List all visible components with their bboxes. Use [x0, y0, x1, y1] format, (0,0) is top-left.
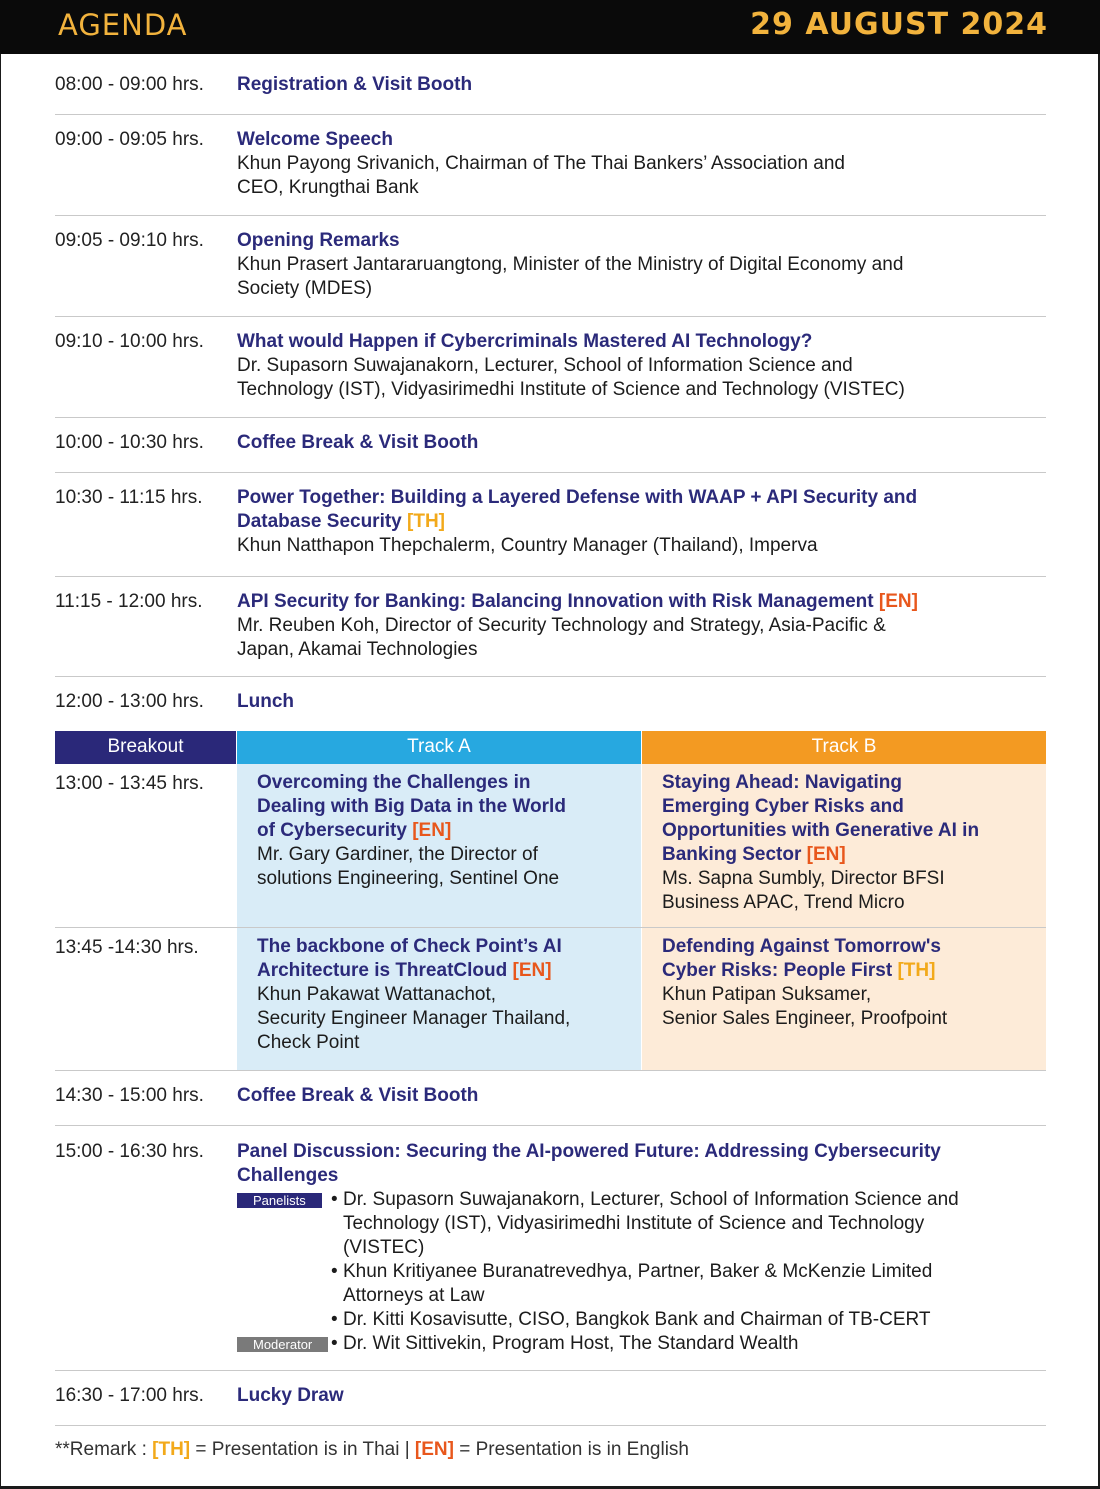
agenda-row	[55, 62, 1046, 115]
track-a-session	[237, 928, 641, 1070]
session-speaker: Check Point	[257, 1032, 360, 1053]
session-title: Panel Discussion: Securing the AI-powered Future: Addressing Cybersecurity	[237, 1141, 941, 1162]
session-title: What would Happen if Cybercriminals Mastered AI Technology?	[237, 331, 813, 352]
track-a-session	[237, 764, 641, 927]
language-tag: [EN]	[412, 820, 452, 841]
session-time: 13:45 -14:30 hrs.	[55, 937, 199, 958]
session-time: 11:15 - 12:00 hrs.	[55, 591, 203, 612]
session-speaker: Ms. Sapna Sumbly, Director BFSI	[662, 868, 945, 889]
agenda-row	[55, 418, 1046, 473]
track-a-header: Track A	[237, 731, 641, 764]
agenda-row	[55, 577, 1046, 677]
language-tag: [EN]	[878, 591, 918, 612]
session-time: 16:30 - 17:00 hrs.	[55, 1385, 204, 1406]
session-speaker: CEO, Krungthai Bank	[237, 177, 419, 198]
session-speaker: Dr. Supasorn Suwajanakorn, Lecturer, School of Information Science and	[237, 355, 853, 376]
moderator-text: • Dr. Wit Sittivekin, Program Host, The Standard Wealth	[343, 1333, 799, 1354]
session-speaker: Khun Patipan Suksamer,	[662, 984, 872, 1005]
session-title: Welcome Speech	[237, 129, 393, 150]
session-time: 09:10 - 10:00 hrs.	[55, 331, 204, 352]
agenda-row	[55, 473, 1046, 577]
session-title: Opportunities with Generative AI in	[662, 820, 980, 841]
panel-block	[237, 1188, 1047, 1356]
session-title: of Cybersecurity	[257, 820, 407, 841]
panelist-text: Technology (IST), Vidyasirimedhi Institute of Science and Technology	[343, 1213, 925, 1234]
session-title: The backbone of Check Point’s AI	[257, 936, 562, 957]
session-title: Lunch	[237, 691, 294, 712]
agenda-row	[55, 1126, 1046, 1371]
session-speaker: Mr. Reuben Koh, Director of Security Technology and Strategy, Asia-Pacific &	[237, 615, 886, 636]
agenda-row	[55, 677, 1046, 730]
session-speaker: Security Engineer Manager Thailand,	[257, 1008, 571, 1029]
agenda-title: AGENDA	[58, 8, 188, 42]
breakout-header: Breakout	[55, 731, 236, 764]
moderator-badge: Moderator	[237, 1337, 328, 1352]
session-title: Dealing with Big Data in the World	[257, 796, 566, 817]
session-title: Registration & Visit Booth	[237, 74, 473, 95]
panelist-item	[331, 1260, 1071, 1308]
panelists-badge: Panelists	[237, 1193, 322, 1208]
track-b-header: Track B	[642, 731, 1046, 764]
agenda-row	[55, 115, 1046, 216]
session-time: 09:05 - 09:10 hrs.	[55, 230, 204, 251]
language-remark	[55, 1439, 689, 1461]
panelist-text: Attorneys at Law	[343, 1285, 485, 1306]
session-speaker: Khun Pakawat Wattanachot,	[257, 984, 497, 1005]
session-speaker: Khun Natthapon Thepchalerm, Country Manager (Thailand), Imperva	[237, 535, 818, 556]
session-time: 09:00 - 09:05 hrs.	[55, 129, 204, 150]
session-speaker: Business APAC, Trend Micro	[662, 892, 905, 913]
session-speaker: Society (MDES)	[237, 278, 373, 299]
event-date: 29 AUGUST 2024	[750, 7, 1048, 42]
session-time: 12:00 - 13:00 hrs.	[55, 691, 204, 712]
session-title: Challenges	[237, 1165, 339, 1186]
language-tag: [TH]	[897, 960, 936, 981]
session-title: Architecture is ThreatCloud	[257, 960, 508, 981]
session-speaker: solutions Engineering, Sentinel One	[257, 868, 560, 889]
session-title: Database Security	[237, 511, 402, 532]
session-speaker: Senior Sales Engineer, Proofpoint	[662, 1008, 948, 1029]
session-time: 13:00 - 13:45 hrs.	[55, 773, 204, 794]
panelist-text: • Dr. Kitti Kosavisutte, CISO, Bangkok Bank and Chairman of TB-CERT	[343, 1309, 931, 1330]
language-tag: [EN]	[806, 844, 846, 865]
session-title: Emerging Cyber Risks and	[662, 796, 904, 817]
panelist-text: • Khun Kritiyanee Buranatrevedhya, Partner, Baker & McKenzie Limited	[343, 1261, 933, 1282]
session-speaker: Technology (IST), Vidyasirimedhi Institute of Science and Technology (VISTEC)	[237, 379, 905, 400]
session-title: Banking Sector	[662, 844, 802, 865]
language-tag: [TH]	[407, 511, 446, 532]
remark-en-text: = Presentation is in English	[453, 1439, 689, 1460]
moderator-item	[331, 1332, 1071, 1356]
agenda-row	[55, 1071, 1046, 1126]
remark-th-text: = Presentation is in Thai |	[190, 1439, 415, 1460]
session-speaker: Mr. Gary Gardiner, the Director of	[257, 844, 538, 865]
en-tag: [EN]	[414, 1439, 454, 1460]
session-title: Power Together: Building a Layered Defense with WAAP + API Security and	[237, 487, 918, 508]
panelist-item	[331, 1188, 1071, 1260]
session-time: 10:00 - 10:30 hrs.	[55, 432, 204, 453]
session-title: Defending Against Tomorrow's	[662, 936, 941, 957]
session-title: Coffee Break & Visit Booth	[237, 432, 479, 453]
agenda-header	[0, 0, 1100, 54]
track-b-session	[642, 928, 1046, 1070]
agenda-row	[55, 1371, 1046, 1426]
session-title: Overcoming the Challenges in	[257, 772, 531, 793]
session-title: Opening Remarks	[237, 230, 400, 251]
remark-prefix: **Remark :	[55, 1439, 153, 1460]
session-title: API Security for Banking: Balancing Innovation with Risk Management	[237, 591, 874, 612]
panelist-item	[331, 1308, 1071, 1332]
session-time: 10:30 - 11:15 hrs.	[55, 487, 203, 508]
session-time: 14:30 - 15:00 hrs.	[55, 1085, 204, 1106]
session-title: Cyber Risks: People First	[662, 960, 893, 981]
panelist-text: (VISTEC)	[343, 1237, 425, 1258]
panelists-list	[331, 1188, 1071, 1356]
session-title: Coffee Break & Visit Booth	[237, 1085, 479, 1106]
agenda-row	[55, 216, 1046, 317]
session-time: 15:00 - 16:30 hrs.	[55, 1141, 204, 1162]
session-speaker: Japan, Akamai Technologies	[237, 639, 478, 660]
th-tag: [TH]	[152, 1439, 191, 1460]
session-speaker: Khun Prasert Jantararuangtong, Minister of the Ministry of Digital Economy and	[237, 254, 904, 275]
track-b-session	[642, 764, 1046, 927]
session-title: Lucky Draw	[237, 1385, 344, 1406]
session-title: Staying Ahead: Navigating	[662, 772, 902, 793]
frame-border-left	[0, 54, 1, 1489]
session-time: 08:00 - 09:00 hrs.	[55, 74, 204, 95]
agenda-row	[55, 317, 1046, 418]
language-tag: [EN]	[512, 960, 552, 981]
panelist-text: • Dr. Supasorn Suwajanakorn, Lecturer, School of Information Science and	[343, 1189, 959, 1210]
session-speaker: Khun Payong Srivanich, Chairman of The Thai Bankers’ Association and	[237, 153, 845, 174]
